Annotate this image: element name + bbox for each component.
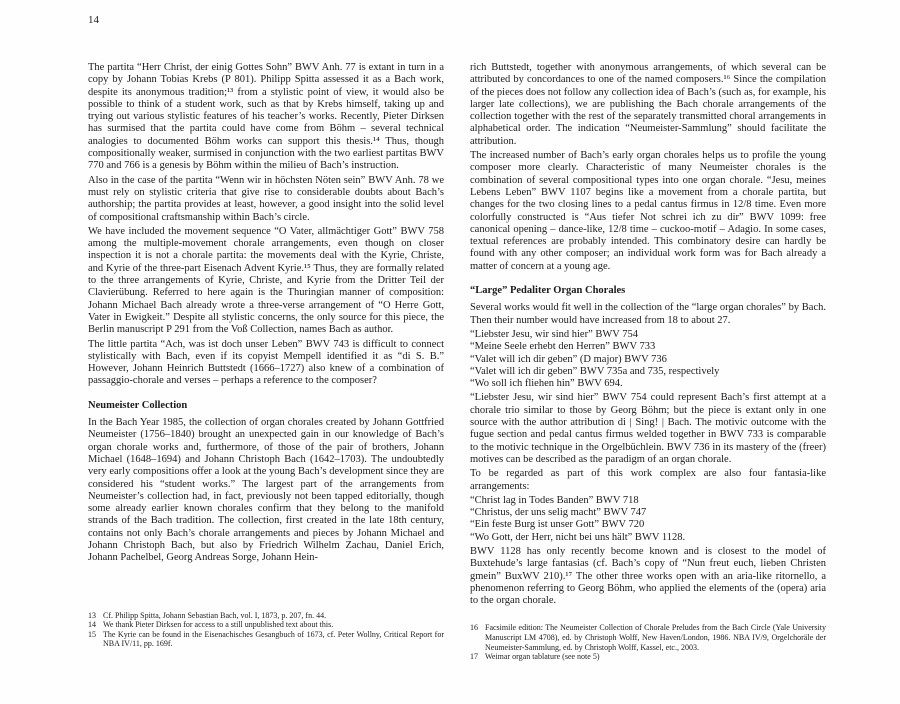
paragraph: The increased number of Bach’s early organ chorales helps us to profile the young composer more clearly. Characteristic of many Neumeister chorales is the combination of several compositional types into one organ chorale. “Jesu, meines Lebens Leben” BWV 1107 begins like a movement from a chorale partita, but changes for the two closing lines to a pedal cantus firmus in 12/8 time. Even more colorfully constructed is “Aus tiefer Not schrei ich zu dir” BWV 1099: free canonical opening – dance-like, 12/8 time – cuckoo-motif – Adagio. In some cases, textual references are probably intended. This combinatory desire can hardly be found with any other composer; an individual work form was for Bach already a matter of concern at a young age. [470,150,826,272]
paragraph: rich Buttstedt, together with anonymous arrangements, of which several can be attributed by concordances to one of the named composers.¹⁶ Since the compilation of the pieces does not follow any collection idea of Bach’s (such as, for example, his larger late collections), we are publishing the Bach chorale arrangements of the collection together with the rest of the separately transmitted choral arrangements in alphabetical order. The indication “Neumeister-Sammlung” should facilitate the attribution. [470,62,826,147]
bwv-work-item: “Valet will ich dir geben” BWV 735a and 735, respectively [470,365,720,377]
footnote-text: We thank Pieter Dirksen for access to a still unpublished text about this. [103,620,334,630]
paragraph: BWV 1128 has only recently become known and is closest to the model of Buxtehude’s large fantasias (cf. Bach’s copy of “Nun freut euch, lieben Christen gmein” BuxWV 210).¹⁷ The other three works open with an aria-like ritornello, a phenomenon referring to Georg Böhm, who applied the elements of the (opera) aria to the organ chorale. [470,545,826,607]
paragraph: Also in the case of the partita “Wenn wir in höchsten Nöten sein” BWV Anh. 78 we must rely on stylistic criteria that give rise to considerable doubts about Bach’s authorship; the partita provides at least, however, a good insight into the solid level of compositional craftsmanship within Bach’s circle. [88,174,444,223]
footnotes-left [88,611,444,649]
footnote [470,652,826,662]
right-column [470,62,826,662]
fantasia-works-list [470,495,826,544]
footnote-text: Weimar organ tablature (see note 5) [485,652,600,662]
footnote [470,623,826,652]
footnote-text: The Kyrie can be found in the Eisenachisches Gesangbuch of 1673, cf. Peter Wollny, Critical Report for NBA IV/11, pp. 169f. [103,629,444,649]
section-heading-neumeister-collection: Neumeister Collection [88,399,188,411]
paragraph: We have included the movement sequence “O Vater, allmächtiger Gott” BWV 758 among the multiple-movement chorale arrangements, even though on closer inspection it is not a chorale partita: the movements deal with the Kyrie, Christe, and Kyrie of the three-part Eisenach Advent Kyrie.¹⁵ Thus, they are formally related to the three arrangements of Kyrie, Christe, and Kyrie from the Dritter Teil der Clavierübung. Referred to here again is the Thuringian manner of composition: Johann Michael Bach already wrote a three-verse arrangement of “O Herre Gott, Vater in Ewigkeit.” Despite all stylistic concerns, the only source for this piece, the Berlin manuscript P 291 from the Voß Collection, names Bach as author. [88,225,444,336]
paragraph: In the Bach Year 1985, the collection of organ chorales created by Johann Gottfried Neumeister (1756–1840) brought an unexpected gain in our knowledge of Bach’s organ chorale works and, furthermore, of those of the pair of brothers, Johann Michael (1648–1694) and Johann Christoph Bach (1642–1703). The undoubtedly very early compositions offer a look at the young Bach’s development since they are considered his “student works.” The largest part of the arrangements from Neumeister’s collection had, in fact, previously not been tapped editorially, though some already earlier known chorales confirm that they belong to the manifold strands of the Bach tradition. The collection, first created in the late 18th century, contains not only Bach’s chorale arrangements and pieces by Johann Michael and Johann Christoph Bach, but also by Friedrich Wilhelm Zachau, Daniel Erich, Johann Pachelbel, Georg Andreas Sorge, Johann Hein- [88,417,444,564]
bwv-work-item: “Meine Seele erhebt den Herren” BWV 733 [470,341,656,353]
bwv-work-item: “Liebster Jesu, wir sind hier” BWV 754 [470,328,639,340]
left-column [88,62,444,662]
paragraph: “Liebster Jesu, wir sind hier” BWV 754 could represent Bach’s first attempt at a chorale trio similar to those by Georg Böhm; but the piece is extant only in one source with the author attribution di | Sing! | Bach. The motivic outcome with the fugue section and pedal cantus firmus welded together in BWV 733 is comparable to the motivic technique in the Orgelbüchlein. BWV 736 in its mastery of the (freer) motives can be described as the paradigm of an organ chorale. [470,392,826,465]
footnote-number: 16 [470,623,478,633]
footnote-number: 14 [88,620,96,630]
footnote-text: Cf. Philipp Spitta, Johann Sebastian Bach, vol. I, 1873, p. 207, fn. 44. [103,610,327,620]
footnote [88,620,444,630]
paragraph: The partita “Herr Christ, der einig Gottes Sohn” BWV Anh. 77 is extant in turn in a copy by Johann Tobias Krebs (P 801). Philipp Spitta assessed it as a Bach work, despite its anonymous tradition;¹³ from a stylistic point of view, it would also be possible to think of a student work, such as that by Krebs himself, taking up and trying out various stylistic features of his teacher’s works. Recently, Pieter Dirksen has surmised that the partita could have come from Böhm – several technical analogies to documented Böhm works can support this thesis.¹⁴ Thus, though compositionally weaker, surmised in conjunction with the two earliest partitas BWV 770 and 766 is a genesis by Böhm within the milieu of Bach’s instruction. [88,62,444,172]
footnote [88,611,444,621]
footnote [88,630,444,649]
paragraph: To be regarded as part of this work complex are also four fantasia-like arrangements: [470,468,826,492]
bwv-work-item: “Valet will ich dir geben” (D major) BWV 736 [470,353,667,365]
paragraph: The little partita “Ach, was ist doch unser Leben” BWV 743 is difficult to connect stylistically with Bach, even if its copyist Mempell identified it as “di S. B.” However, Johann Heinrich Buttstedt (1666–1727) also knew of a combination of passaggio-chorale and verses – perhaps a reference to the composer? [88,338,444,387]
footnotes-right [470,623,826,661]
bwv-work-item: “Wo soll ich fliehen hin” BWV 694. [470,378,623,390]
two-column-layout [88,62,826,662]
footnote-number: 13 [88,610,96,620]
bwv-work-item: “Wo Gott, der Herr, nicht bei uns hält” BWV 1128. [470,531,686,543]
bwv-work-item: “Christus, der uns selig macht” BWV 747 [470,507,647,519]
bwv-work-item: “Christ lag in Todes Banden” BWV 718 [470,494,639,506]
page-number: 14 [88,14,99,26]
footnote-number: 17 [470,652,478,662]
bwv-works-list [470,329,826,390]
paragraph: Several works would fit well in the collection of the “large organ chorales” by Bach. Then their number would have increased from 18 to about 27. [470,302,826,326]
footnote-number: 15 [88,629,96,639]
footnote-text: Facsimile edition: The Neumeister Collection of Chorale Preludes from the Bach Circle (Yale University Manuscript LM 4708), ed. by Christoph Wolff, New Haven/London, 1986. NBA IV/9, Orgelchoräle der Neumeister-Sammlung, ed. by Christoph Wolff, Kassel, etc., 2003. [485,623,826,652]
bwv-work-item: “Ein feste Burg ist unser Gott” BWV 720 [470,519,645,531]
section-heading-large-pedaliter: “Large” Pedaliter Organ Chorales [470,285,626,297]
